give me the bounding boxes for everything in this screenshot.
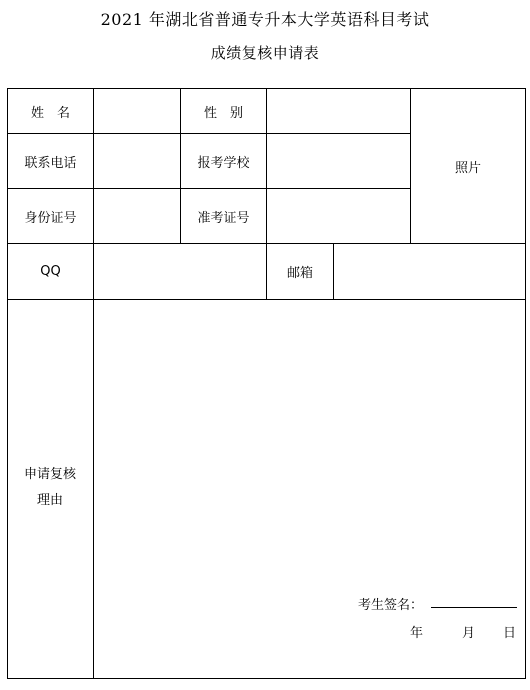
reason-field[interactable] — [94, 300, 525, 580]
signature-line[interactable] — [431, 607, 517, 608]
admission-number-label: 准考证号 — [197, 210, 250, 226]
reason-label — [7, 462, 93, 514]
email-field[interactable] — [334, 244, 525, 299]
id-number-label: 身份证号 — [24, 210, 77, 226]
gender-field[interactable] — [267, 89, 410, 133]
date-month-label: 月 — [462, 626, 476, 641]
phone-field[interactable] — [94, 134, 180, 188]
form-subtitle: 成绩复核申请表 — [210, 44, 320, 62]
email-label: 邮箱 — [286, 266, 313, 281]
gender-label: 性 别 — [203, 105, 243, 121]
name-label: 姓 名 — [30, 105, 70, 121]
phone-label: 联系电话 — [24, 155, 77, 171]
date-day-label: 日 — [503, 626, 517, 641]
signature-label: 考生签名： — [358, 598, 424, 613]
table-border-bottom — [7, 678, 526, 679]
qq-field[interactable] — [94, 244, 266, 299]
date-year-label: 年 — [410, 626, 424, 641]
reason-label-line2: 理由 — [36, 493, 63, 508]
school-field[interactable] — [267, 134, 410, 188]
photo-box[interactable]: 照片 — [454, 160, 481, 176]
form-title: 2021 年湖北省普通专升本大学英语科目考试 — [100, 10, 430, 29]
reason-label-line1: 申请复核 — [23, 467, 76, 482]
admission-number-field[interactable] — [267, 189, 410, 243]
qq-label: QQ — [40, 264, 61, 279]
name-field[interactable] — [94, 89, 180, 133]
school-label: 报考学校 — [197, 155, 250, 171]
id-number-field[interactable] — [94, 189, 180, 243]
table-border-right — [525, 88, 526, 679]
